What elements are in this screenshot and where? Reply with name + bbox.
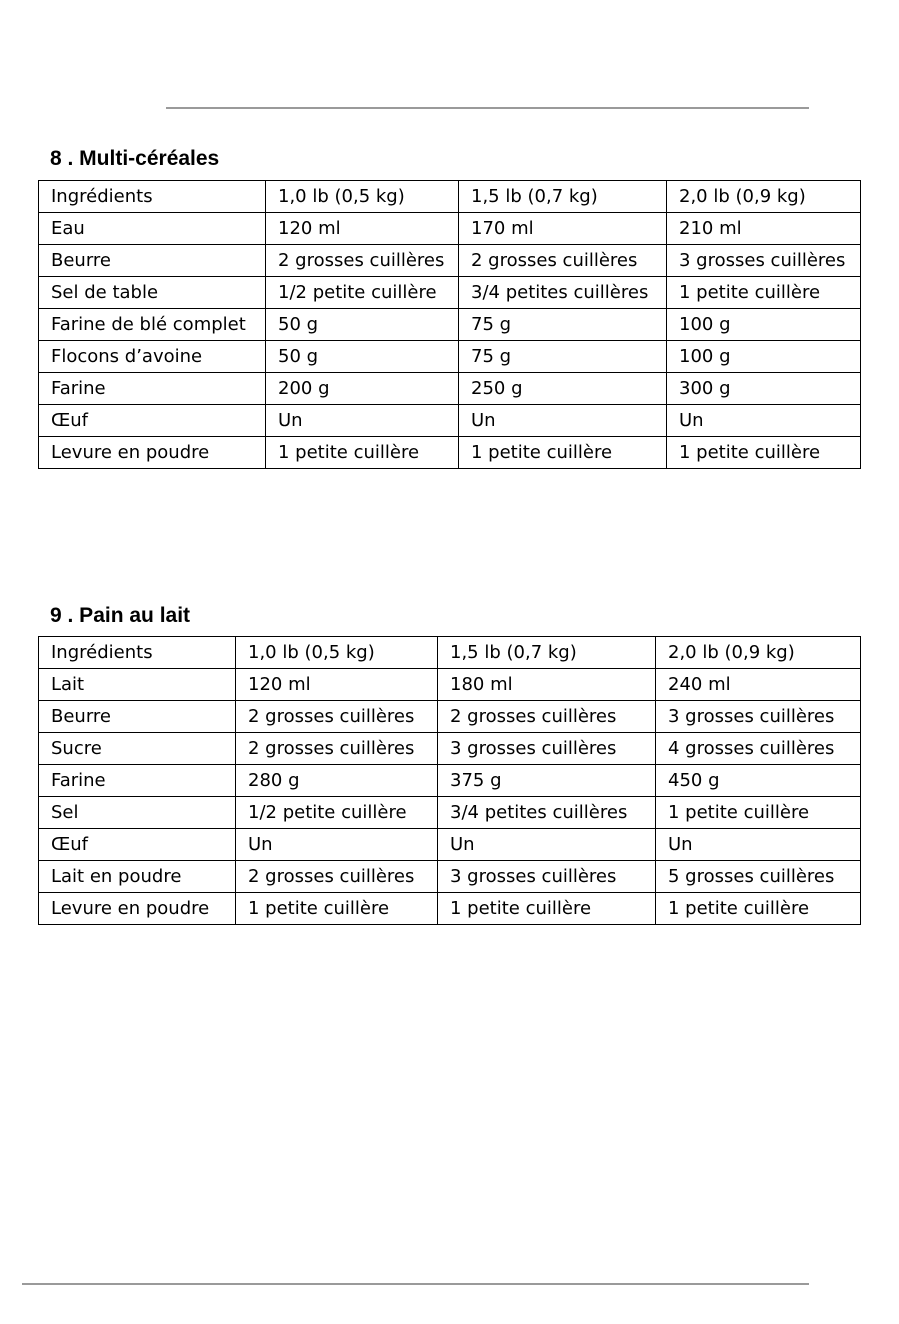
ingredient-quantity: 2 grosses cuillères	[459, 245, 667, 277]
ingredient-quantity: 50 g	[266, 341, 459, 373]
column-header: 1,0 lb (0,5 kg)	[236, 637, 438, 669]
column-header: 1,5 lb (0,7 kg)	[438, 637, 656, 669]
table-row	[39, 701, 861, 733]
ingredient-quantity: 1 petite cuillère	[667, 437, 861, 469]
column-header: Ingrédients	[39, 181, 266, 213]
ingredient-quantity: 100 g	[667, 341, 861, 373]
ingredient-quantity: 3 grosses cuillères	[438, 861, 656, 893]
ingredient-quantity: Un	[438, 829, 656, 861]
column-header: 2,0 lb (0,9 kg)	[656, 637, 861, 669]
ingredient-name: Eau	[39, 213, 266, 245]
table-row	[39, 341, 861, 373]
ingredient-quantity: 3 grosses cuillères	[438, 733, 656, 765]
column-header: 1,5 lb (0,7 kg)	[459, 181, 667, 213]
ingredient-quantity: 1 petite cuillère	[656, 893, 861, 925]
ingredient-quantity: 120 ml	[266, 213, 459, 245]
table-row	[39, 861, 861, 893]
table-row	[39, 765, 861, 797]
ingredient-quantity: 1 petite cuillère	[266, 437, 459, 469]
table-row	[39, 829, 861, 861]
table-row	[39, 893, 861, 925]
ingredient-quantity: 3/4 petites cuillères	[438, 797, 656, 829]
footer-rule	[22, 1283, 809, 1285]
ingredient-quantity: 5 grosses cuillères	[656, 861, 861, 893]
ingredient-name: Lait	[39, 669, 236, 701]
table-header-row	[39, 181, 861, 213]
ingredient-quantity: Un	[459, 405, 667, 437]
ingredient-quantity: Un	[656, 829, 861, 861]
section-title-multi-cereales: 8 . Multi-céréales	[50, 147, 220, 170]
ingredient-quantity: 50 g	[266, 309, 459, 341]
ingredient-quantity: 2 grosses cuillères	[438, 701, 656, 733]
ingredient-quantity: 2 grosses cuillères	[236, 701, 438, 733]
ingredient-quantity: 180 ml	[438, 669, 656, 701]
ingredient-name: Beurre	[39, 701, 236, 733]
table-row	[39, 213, 861, 245]
ingredient-name: Farine de blé complet	[39, 309, 266, 341]
ingredient-quantity: 75 g	[459, 341, 667, 373]
table-row	[39, 797, 861, 829]
ingredient-quantity: Un	[266, 405, 459, 437]
table-row	[39, 277, 861, 309]
ingredient-name: Sel	[39, 797, 236, 829]
ingredient-quantity: 1 petite cuillère	[667, 277, 861, 309]
table-row	[39, 309, 861, 341]
table-row	[39, 437, 861, 469]
ingredient-quantity: 1/2 petite cuillère	[236, 797, 438, 829]
ingredient-quantity: 240 ml	[656, 669, 861, 701]
recipe-table-multi-cereales	[38, 180, 861, 469]
ingredient-quantity: 2 grosses cuillères	[266, 245, 459, 277]
ingredient-quantity: 3/4 petites cuillères	[459, 277, 667, 309]
column-header: Ingrédients	[39, 637, 236, 669]
ingredient-name: Lait en poudre	[39, 861, 236, 893]
table-row	[39, 405, 861, 437]
ingredient-name: Œuf	[39, 829, 236, 861]
ingredient-quantity: 250 g	[459, 373, 667, 405]
ingredient-name: Sucre	[39, 733, 236, 765]
ingredient-quantity: 100 g	[667, 309, 861, 341]
ingredient-name: Farine	[39, 765, 236, 797]
ingredient-quantity: 1 petite cuillère	[438, 893, 656, 925]
ingredient-quantity: 3 grosses cuillères	[667, 245, 861, 277]
ingredient-name: Levure en poudre	[39, 437, 266, 469]
ingredient-name: Sel de table	[39, 277, 266, 309]
ingredient-quantity: 1 petite cuillère	[459, 437, 667, 469]
column-header: 2,0 lb (0,9 kg)	[667, 181, 861, 213]
ingredient-name: Œuf	[39, 405, 266, 437]
ingredient-quantity: 200 g	[266, 373, 459, 405]
ingredient-name: Levure en poudre	[39, 893, 236, 925]
ingredient-quantity: 1/2 petite cuillère	[266, 277, 459, 309]
ingredient-quantity: 4 grosses cuillères	[656, 733, 861, 765]
ingredient-quantity: 2 grosses cuillères	[236, 861, 438, 893]
ingredient-quantity: 1 petite cuillère	[656, 797, 861, 829]
ingredient-quantity: 75 g	[459, 309, 667, 341]
table-row	[39, 373, 861, 405]
ingredient-quantity: 120 ml	[236, 669, 438, 701]
header-rule	[166, 107, 809, 109]
ingredient-quantity: 3 grosses cuillères	[656, 701, 861, 733]
ingredient-name: Farine	[39, 373, 266, 405]
table-row	[39, 733, 861, 765]
recipe-table-pain-au-lait	[38, 636, 861, 925]
column-header: 1,0 lb (0,5 kg)	[266, 181, 459, 213]
ingredient-quantity: 1 petite cuillère	[236, 893, 438, 925]
ingredient-quantity: 280 g	[236, 765, 438, 797]
ingredient-quantity: 450 g	[656, 765, 861, 797]
table-row	[39, 669, 861, 701]
ingredient-quantity: 170 ml	[459, 213, 667, 245]
section-title-pain-au-lait: 9 . Pain au lait	[50, 604, 191, 627]
ingredient-quantity: 210 ml	[667, 213, 861, 245]
table-header-row	[39, 637, 861, 669]
ingredient-name: Flocons d’avoine	[39, 341, 266, 373]
ingredient-name: Beurre	[39, 245, 266, 277]
ingredient-quantity: 2 grosses cuillères	[236, 733, 438, 765]
ingredient-quantity: 300 g	[667, 373, 861, 405]
ingredient-quantity: 375 g	[438, 765, 656, 797]
table-row	[39, 245, 861, 277]
ingredient-quantity: Un	[236, 829, 438, 861]
ingredient-quantity: Un	[667, 405, 861, 437]
